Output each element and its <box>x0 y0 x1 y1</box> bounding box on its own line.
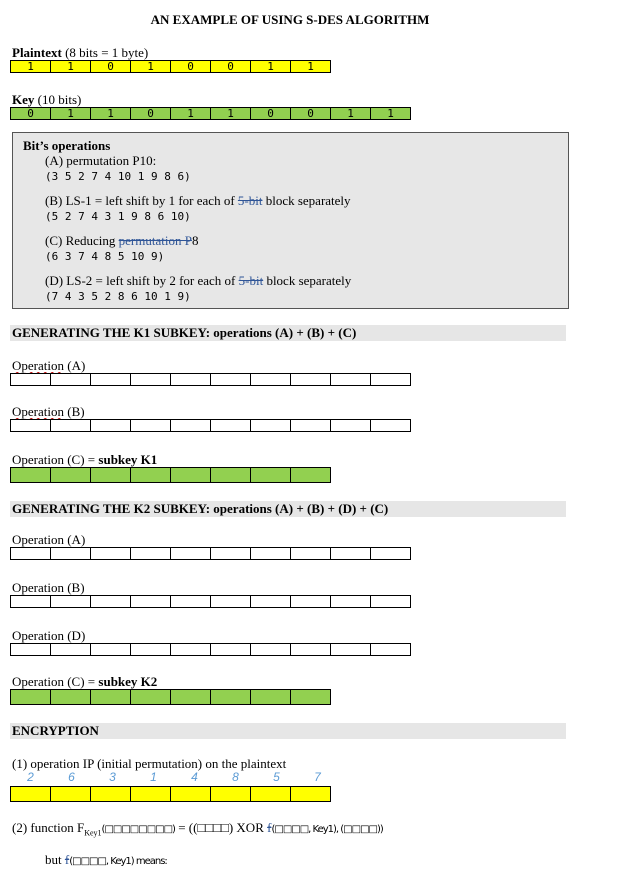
document-title: AN EXAMPLE OF USING S-DES ALGORITHM <box>150 12 430 27</box>
k2-operation-b-label: Operation (B) <box>12 580 85 595</box>
plaintext-bit: 0 <box>90 60 131 73</box>
bit-cell[interactable] <box>210 786 251 802</box>
ip-result-row[interactable] <box>10 786 330 802</box>
bit-cell[interactable] <box>90 595 131 608</box>
plaintext-bit: 1 <box>10 60 51 73</box>
ip-hint: 8 <box>232 770 239 784</box>
bit-cell[interactable] <box>250 643 291 656</box>
bit-cell[interactable] <box>50 786 91 802</box>
bit-cell[interactable] <box>370 373 411 386</box>
bit-cell[interactable] <box>370 419 411 432</box>
bit-cell[interactable] <box>210 419 251 432</box>
bit-cell[interactable] <box>250 547 291 560</box>
bit-cell[interactable] <box>10 547 51 560</box>
plaintext-bit: 1 <box>290 60 331 73</box>
bit-operations-header: Bit’s operations <box>23 138 111 153</box>
bit-cell[interactable] <box>90 786 131 802</box>
encryption-step-1: (1) operation IP (initial permutation) on the plaintext <box>12 756 287 771</box>
bit-cell[interactable] <box>250 689 291 705</box>
k1-operation-c-label: Operation (C) = subkey K1 <box>12 452 158 467</box>
key-bit: 1 <box>50 107 91 120</box>
bit-cell[interactable] <box>130 467 171 483</box>
k1-section-heading: GENERATING THE K1 SUBKEY: operations (A) + (B) + (C) <box>10 325 566 341</box>
plaintext-bit: 1 <box>50 60 91 73</box>
bit-cell[interactable] <box>90 689 131 705</box>
ip-hint: 7 <box>314 770 321 784</box>
bit-cell[interactable] <box>370 547 411 560</box>
key-bit: 1 <box>330 107 371 120</box>
key-bit: 1 <box>90 107 131 120</box>
k2-operation-d-row[interactable] <box>10 643 410 656</box>
bit-cell[interactable] <box>290 467 331 483</box>
key-bit: 1 <box>170 107 211 120</box>
ip-hint: 5 <box>273 770 280 784</box>
bit-cell[interactable] <box>170 786 211 802</box>
subkey-k1-row[interactable] <box>10 467 330 483</box>
bit-cell[interactable] <box>130 595 171 608</box>
bit-cell[interactable] <box>330 373 371 386</box>
bit-cell[interactable] <box>330 419 371 432</box>
key-bit: 0 <box>290 107 331 120</box>
plaintext-bit: 0 <box>170 60 211 73</box>
ip-hint: 6 <box>68 770 75 784</box>
bit-cell[interactable] <box>170 595 211 608</box>
bit-cell[interactable] <box>130 786 171 802</box>
bit-cell[interactable] <box>10 419 51 432</box>
subkey-k2-row[interactable] <box>10 689 330 705</box>
bit-operations-box <box>12 132 569 309</box>
bit-cell[interactable] <box>250 419 291 432</box>
k2-operation-b-row[interactable] <box>10 595 410 608</box>
bit-cell[interactable] <box>130 643 171 656</box>
bit-cell[interactable] <box>290 419 331 432</box>
ip-hint: 3 <box>109 770 116 784</box>
ip-permutation-hints <box>10 770 338 784</box>
bit-cell[interactable] <box>130 373 171 386</box>
bit-cell[interactable] <box>250 373 291 386</box>
bit-cell[interactable] <box>170 643 211 656</box>
bit-cell[interactable] <box>90 643 131 656</box>
plaintext-label: Plaintext (8 bits = 1 byte) <box>12 45 149 60</box>
function-f-explanation: but f(□□□□, Key1) means: <box>45 852 167 867</box>
bit-cell[interactable] <box>330 643 371 656</box>
operation-c-p8: (C) Reducing permutation P8 (6 3 7 4 8 5 10 9) <box>45 233 199 263</box>
bit-cell[interactable] <box>10 373 51 386</box>
bit-cell[interactable] <box>10 643 51 656</box>
key-bit: 0 <box>10 107 51 120</box>
bit-cell[interactable] <box>50 467 91 483</box>
bit-cell[interactable] <box>290 373 331 386</box>
bit-cell[interactable] <box>90 547 131 560</box>
bit-cell[interactable] <box>370 643 411 656</box>
bit-cell[interactable] <box>90 419 131 432</box>
bit-cell[interactable] <box>210 643 251 656</box>
bit-cell[interactable] <box>130 689 171 705</box>
bit-cell[interactable] <box>10 689 51 705</box>
key-label: Key (10 bits) <box>12 92 82 107</box>
operation-d-ls2: (D) LS-2 = left shift by 2 for each of 5-bit block separately (7 4 3 5 2 8 6 10 1 9) <box>45 273 352 303</box>
bit-cell[interactable] <box>290 643 331 656</box>
ip-hint: 1 <box>150 770 157 784</box>
k1-operation-a-row[interactable] <box>10 373 410 386</box>
k2-section-heading: GENERATING THE K2 SUBKEY: operations (A) + (B) + (D) + (C) <box>10 501 566 517</box>
bit-cell[interactable] <box>290 547 331 560</box>
bit-cell[interactable] <box>50 419 91 432</box>
bit-cell[interactable] <box>210 547 251 560</box>
bit-cell[interactable] <box>250 786 291 802</box>
k2-operation-d-label: Operation (D) <box>12 628 86 643</box>
bit-cell[interactable] <box>250 595 291 608</box>
bit-cell[interactable] <box>330 595 371 608</box>
key-bit: 0 <box>250 107 291 120</box>
plaintext-bit-row <box>10 60 330 73</box>
bit-cell[interactable] <box>210 689 251 705</box>
plaintext-bit: 1 <box>250 60 291 73</box>
k1-operation-a-label: Operation (A) <box>12 358 86 373</box>
bit-cell[interactable] <box>290 786 331 802</box>
bit-cell[interactable] <box>210 373 251 386</box>
ip-hint: 4 <box>191 770 198 784</box>
operation-a-p10: (A) permutation P10: (3 5 2 7 4 10 1 9 8 6) <box>45 153 191 183</box>
k2-operation-a-row[interactable] <box>10 547 410 560</box>
key-bit: 1 <box>370 107 411 120</box>
encryption-section-heading: ENCRYPTION <box>10 723 566 739</box>
bit-cell[interactable] <box>90 467 131 483</box>
bit-cell[interactable] <box>170 373 211 386</box>
bit-cell[interactable] <box>170 419 211 432</box>
bit-cell[interactable] <box>170 689 211 705</box>
ip-hint: 2 <box>27 770 34 784</box>
key-bit: 1 <box>210 107 251 120</box>
bit-cell[interactable] <box>290 595 331 608</box>
bit-cell[interactable] <box>10 786 51 802</box>
plaintext-bit: 0 <box>210 60 251 73</box>
bit-cell[interactable] <box>50 689 91 705</box>
key-bit-row <box>10 107 410 120</box>
k1-operation-b-row[interactable] <box>10 419 410 432</box>
bit-cell[interactable] <box>210 595 251 608</box>
k1-operation-b-label: Operation (B) <box>12 404 85 419</box>
key-bit: 0 <box>130 107 171 120</box>
bit-cell[interactable] <box>10 467 51 483</box>
bit-cell[interactable] <box>250 467 291 483</box>
bit-cell[interactable] <box>170 547 211 560</box>
bit-cell[interactable] <box>50 547 91 560</box>
plaintext-bit: 1 <box>130 60 171 73</box>
bit-cell[interactable] <box>210 467 251 483</box>
bit-cell[interactable] <box>50 643 91 656</box>
k2-operation-a-label: Operation (A) <box>12 532 86 547</box>
bit-cell[interactable] <box>10 595 51 608</box>
operation-b-ls1: (B) LS-1 = left shift by 1 for each of 5-bit block separately (5 2 7 4 3 1 9 8 6 10) <box>45 193 351 223</box>
bit-cell[interactable] <box>90 373 131 386</box>
bit-cell[interactable] <box>290 689 331 705</box>
bit-cell[interactable] <box>50 373 91 386</box>
bit-cell[interactable] <box>170 467 211 483</box>
bit-cell[interactable] <box>130 547 171 560</box>
bit-cell[interactable] <box>50 595 91 608</box>
bit-cell[interactable] <box>330 547 371 560</box>
bit-cell[interactable] <box>370 595 411 608</box>
encryption-step-2: (2) function $F_{Key1}(□□□□□□□□)$ = ((□□□□) XOR f(□□□□, Key1), (□□□□)) <box>12 820 383 838</box>
k2-operation-c-label: Operation (C) = subkey K2 <box>12 674 158 689</box>
bit-cell[interactable] <box>130 419 171 432</box>
